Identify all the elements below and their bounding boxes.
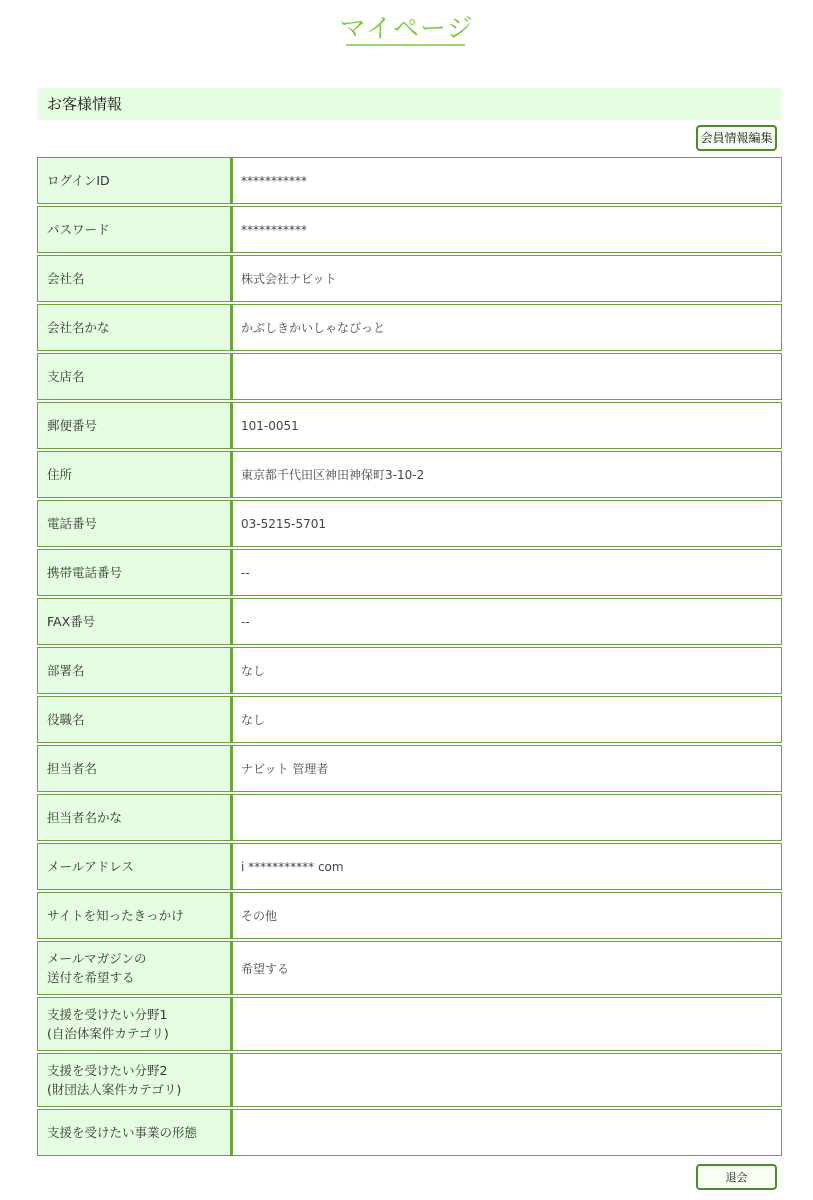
title-underline: [346, 44, 465, 46]
row-label: 携帯電話番号: [37, 549, 232, 596]
row-label: 会社名かな: [37, 304, 232, 351]
row-label: サイトを知ったきっかけ: [37, 892, 232, 939]
row-label: メールマガジンの 送付を希望する: [37, 941, 232, 995]
row-value: 希望する: [232, 941, 782, 995]
table-row: [37, 745, 782, 792]
row-label: 部署名: [37, 647, 232, 694]
table-row: [37, 647, 782, 694]
row-value: かぶしきかいしゃなびっと: [232, 304, 782, 351]
row-label: 会社名: [37, 255, 232, 302]
row-label: FAX番号: [37, 598, 232, 645]
row-label: 電話番号: [37, 500, 232, 547]
row-value: 03-5215-5701: [232, 500, 782, 547]
table-row: [37, 696, 782, 743]
row-value: [232, 1053, 782, 1107]
row-value: [232, 353, 782, 400]
edit-member-info-button[interactable]: 会員情報編集: [696, 125, 777, 151]
section-header: お客様情報: [37, 88, 781, 120]
row-value: [232, 1109, 782, 1156]
row-value: なし: [232, 696, 782, 743]
table-row: [37, 304, 782, 351]
table-row: [37, 794, 782, 841]
row-value: なし: [232, 647, 782, 694]
row-value: ナビット 管理者: [232, 745, 782, 792]
table-row: [37, 402, 782, 449]
row-value: 株式会社ナビット: [232, 255, 782, 302]
table-row: [37, 353, 782, 400]
table-row: [37, 451, 782, 498]
row-label: メールアドレス: [37, 843, 232, 890]
table-row: [37, 843, 782, 890]
row-value: ***********: [232, 157, 782, 204]
row-value: --: [232, 549, 782, 596]
row-label: 担当者名: [37, 745, 232, 792]
row-label: 住所: [37, 451, 232, 498]
table-row: [37, 1109, 782, 1156]
customer-info-table: [37, 155, 782, 1158]
row-label: 支援を受けたい分野2 (財団法人案件カテゴリ): [37, 1053, 232, 1107]
row-value: 101-0051: [232, 402, 782, 449]
table-row: [37, 549, 782, 596]
row-label: 支援を受けたい事業の形態: [37, 1109, 232, 1156]
row-value: その他: [232, 892, 782, 939]
table-row: [37, 941, 782, 995]
row-value: ***********: [232, 206, 782, 253]
withdraw-button[interactable]: 退会: [696, 1164, 777, 1190]
row-label: 支店名: [37, 353, 232, 400]
row-label: ログインID: [37, 157, 232, 204]
table-row: [37, 500, 782, 547]
row-value: --: [232, 598, 782, 645]
row-label: 担当者名かな: [37, 794, 232, 841]
page-title: マイページ: [339, 14, 474, 44]
row-value: i *********** com: [232, 843, 782, 890]
table-row: [37, 157, 782, 204]
row-label: 役職名: [37, 696, 232, 743]
table-row: [37, 598, 782, 645]
table-row: [37, 892, 782, 939]
row-value: 東京都千代田区神田神保町3-10-2: [232, 451, 782, 498]
row-value: [232, 794, 782, 841]
row-label: 支援を受けたい分野1 (自治体案件カテゴリ): [37, 997, 232, 1051]
row-label: パスワード: [37, 206, 232, 253]
table-row: [37, 255, 782, 302]
table-row: [37, 1053, 782, 1107]
row-value: [232, 997, 782, 1051]
table-row: [37, 206, 782, 253]
table-row: [37, 997, 782, 1051]
row-label: 郵便番号: [37, 402, 232, 449]
